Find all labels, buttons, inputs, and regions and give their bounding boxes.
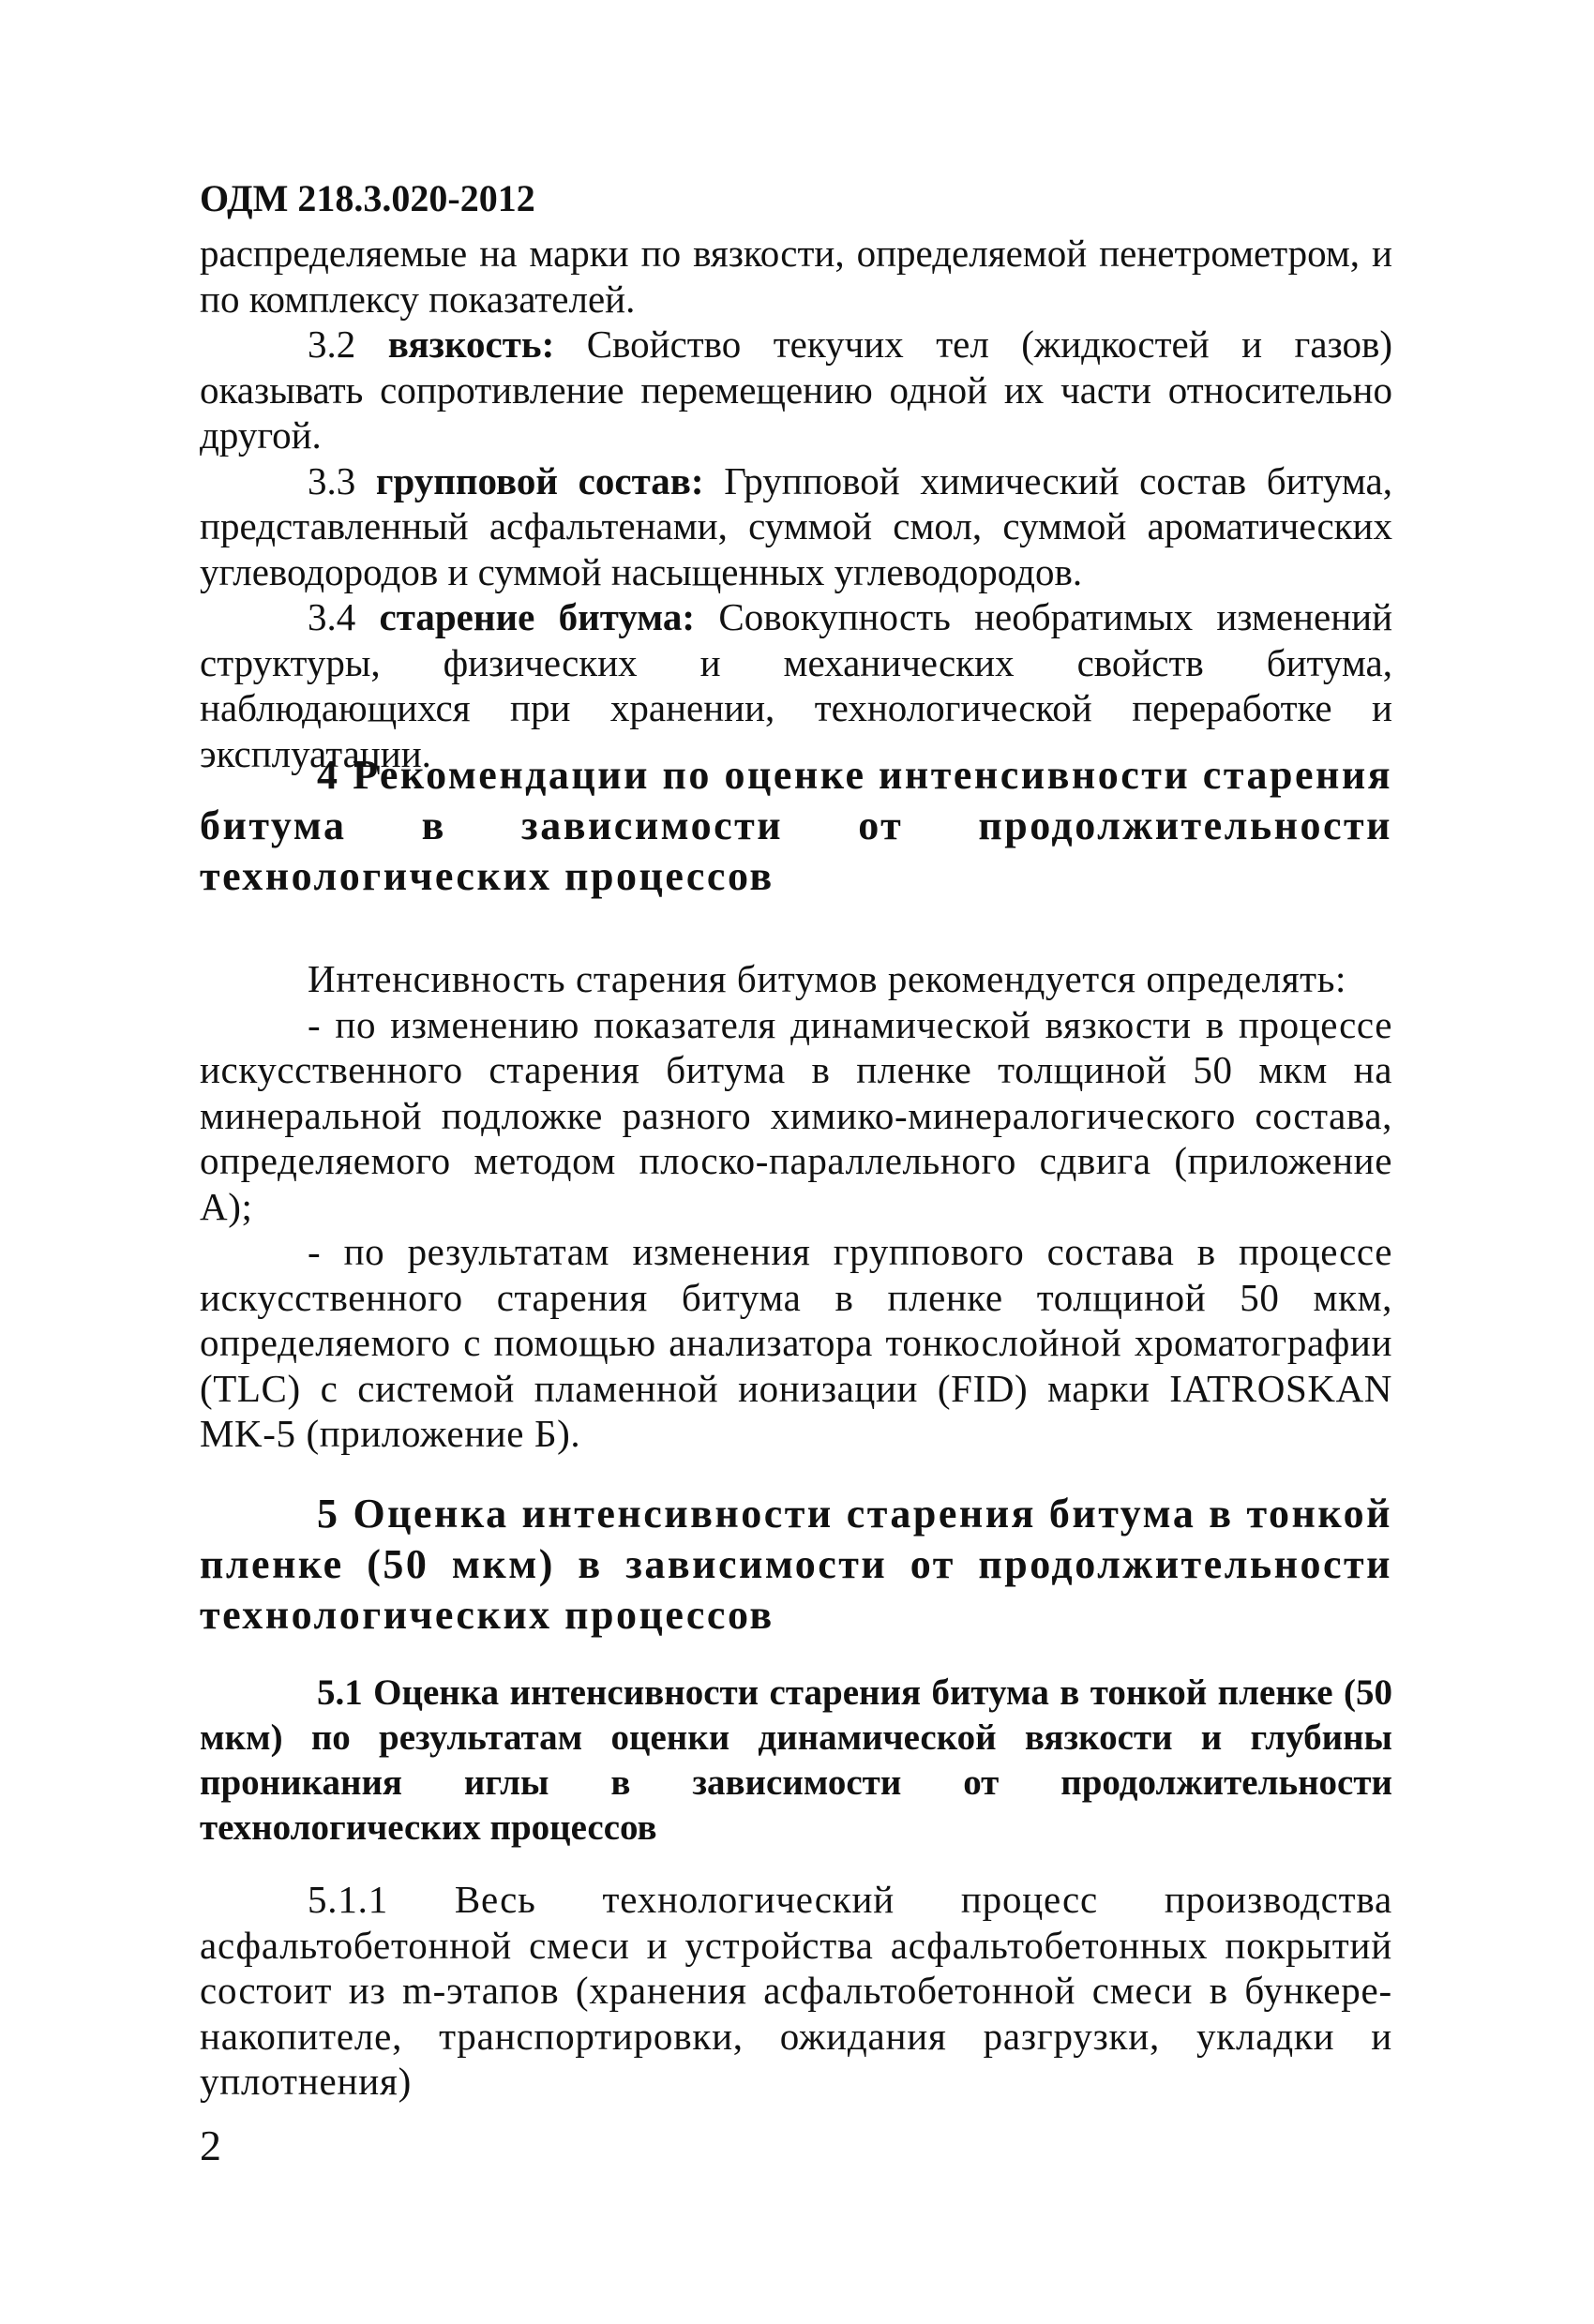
definition-text: Свойство текучих тел (жидкостей и газов) оказывать сопротивление перемещению одной их части относительно другой. bbox=[200, 322, 1392, 457]
definition-text: Совокупность необратимых изменений структуры, физических и механических свойств битума, наблюдающихся при хранении, технологической переработке и эксплуатации. bbox=[200, 595, 1393, 775]
section-4-item-1: - по изменению показателя динамической вязкости в процессе искусственного старения битума в пленке толщиной 50 мкм на минеральной подложке разного химико-минералогического состава, определяемого методом плоско-параллельного сдвига (приложение А); bbox=[200, 1002, 1392, 1228]
subsection-5-1-title: 5.1 Оценка интенсивности старения битума в тонкой пленке (50 мкм) по результатам оценки динамической вязкости и глубины проникания иглы в зависимости от продолжительности технологических процессов bbox=[200, 1672, 1392, 1848]
section-4-lead: Интенсивность старения битумов рекомендуется определять: bbox=[308, 957, 1346, 1000]
definition-number: 3.3 bbox=[308, 458, 356, 502]
section-5-heading bbox=[200, 1489, 1392, 1641]
definition-text: Групповой химический состав битума, представленный асфальтенами, суммой смол, суммой ароматических углеводородов и суммой насыщенных углеводородов. bbox=[200, 458, 1392, 593]
paragraph-5-1-1: 5.1.1 Весь технологический процесс производства асфальтобетонной смеси и устройства асфальтобетонных покрытий состоит из m-этапов (хранения асфальтобетонной смеси в бункере-накопителе, транспортировки, ожидания разгрузки, укладки и уплотнения) bbox=[200, 1878, 1392, 2103]
definition-number: 3.4 bbox=[308, 595, 356, 638]
section-4-body bbox=[200, 956, 1392, 1457]
definition-3-4 bbox=[200, 594, 1392, 776]
section-4-title: 4 Рекомендации по оценке интенсивности старения битума в зависимости от продолжительности технологических процессов bbox=[200, 752, 1392, 899]
document-code-header: ОДМ 218.3.020-2012 bbox=[200, 177, 535, 219]
definition-term: вязкость: bbox=[387, 322, 555, 366]
definition-term: групповой состав: bbox=[375, 458, 704, 502]
intro-continuation: распределяемые на марки по вязкости, определяемой пенетрометром, и по комплексу показателей. bbox=[200, 232, 1392, 321]
definitions-block bbox=[200, 231, 1392, 776]
definition-3-3 bbox=[200, 458, 1392, 595]
subsection-5-1-heading bbox=[200, 1671, 1392, 1851]
page-number: 2 bbox=[200, 2122, 221, 2169]
section-5-title: 5 Оценка интенсивности старения битума в тонкой пленке (50 мкм) в зависимости от продолжительности технологических процессов bbox=[200, 1491, 1392, 1638]
definition-3-2 bbox=[200, 322, 1392, 458]
section-4-item-2: - по результатам изменения группового состава в процессе искусственного старения битума в пленке толщиной 50 мкм, определяемого с помощью анализатора тонкослойной хроматографии (TLC) с системой пламенной ионизации (FID) марки IATROSKAN MK-5 (приложение Б). bbox=[200, 1230, 1392, 1455]
definition-number: 3.2 bbox=[308, 322, 356, 366]
section-5-body bbox=[200, 1877, 1392, 2105]
definition-term: старение битума: bbox=[379, 595, 696, 638]
section-4-heading bbox=[200, 750, 1392, 902]
